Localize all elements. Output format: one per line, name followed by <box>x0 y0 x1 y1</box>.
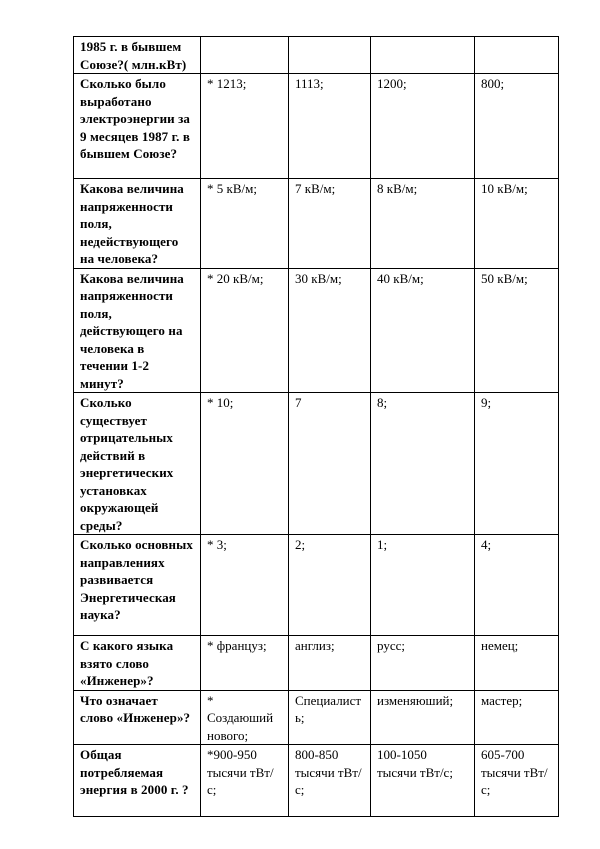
answer-cell-2: 30 кВ/м; <box>289 268 371 393</box>
table-row <box>74 179 559 269</box>
answer-cell-1: * 10; <box>201 393 289 535</box>
answer-cell-4: 4; <box>475 535 559 636</box>
answer-cell-1: * 20 кВ/м; <box>201 268 289 393</box>
answer-cell-4: 9; <box>475 393 559 535</box>
question-cell: Какова величина напряженности поля, действующего на человека в течении 1-2 минут? <box>74 268 201 393</box>
table-row <box>74 636 559 691</box>
question-cell: С какого языка взято слово «Инженер»? <box>74 636 201 691</box>
answer-cell-1: * 1213; <box>201 74 289 179</box>
answer-cell-4: 50 кВ/м; <box>475 268 559 393</box>
table-row <box>74 37 559 74</box>
quiz-table <box>73 36 559 817</box>
answer-cell-3: 1; <box>371 535 475 636</box>
answer-cell-2: 7 кВ/м; <box>289 179 371 269</box>
answer-cell-3: 40 кВ/м; <box>371 268 475 393</box>
question-cell: Сколько основных направлениях развивается Энергетическая наука? <box>74 535 201 636</box>
answer-cell-2: 1113; <box>289 74 371 179</box>
answer-cell-1: * Создаюший нового; <box>201 690 289 745</box>
answer-cell-1: * француз; <box>201 636 289 691</box>
answer-cell-4: 605-700 тысячи тВт/с; <box>475 745 559 817</box>
table-row <box>74 535 559 636</box>
table-row <box>74 393 559 535</box>
answer-cell-2: 7 <box>289 393 371 535</box>
table-row <box>74 690 559 745</box>
question-cell: Какова величина напряженности поля, недействующего на человека? <box>74 179 201 269</box>
answer-cell-3: 1200; <box>371 74 475 179</box>
table-row <box>74 74 559 179</box>
question-cell: Что означает слово «Инженер»? <box>74 690 201 745</box>
answer-cell-3 <box>371 37 475 74</box>
answer-cell-1: *900-950 тысячи тВт/с; <box>201 745 289 817</box>
answer-cell-2: англиз; <box>289 636 371 691</box>
answer-cell-2: Специалист ь; <box>289 690 371 745</box>
answer-cell-2 <box>289 37 371 74</box>
answer-cell-1: * 5 кВ/м; <box>201 179 289 269</box>
answer-cell-1: * 3; <box>201 535 289 636</box>
question-cell: Сколько было выработано электроэнергии за 9 месяцев 1987 г. в бывшем Союзе? <box>74 74 201 179</box>
answer-cell-3: 8; <box>371 393 475 535</box>
table-row <box>74 745 559 817</box>
answer-cell-4: немец; <box>475 636 559 691</box>
question-cell: 1985 г. в бывшем Союзе?( млн.кВт) <box>74 37 201 74</box>
answer-cell-2: 800-850 тысячи тВт/с; <box>289 745 371 817</box>
answer-cell-3: 100-1050 тысячи тВт/с; <box>371 745 475 817</box>
answer-cell-3: 8 кВ/м; <box>371 179 475 269</box>
answer-cell-4: 800; <box>475 74 559 179</box>
answer-cell-4: 10 кВ/м; <box>475 179 559 269</box>
table-row <box>74 268 559 393</box>
answer-cell-3: русс; <box>371 636 475 691</box>
quiz-table-body <box>74 37 559 817</box>
answer-cell-1 <box>201 37 289 74</box>
answer-cell-4 <box>475 37 559 74</box>
answer-cell-3: изменяюший; <box>371 690 475 745</box>
question-cell: Общая потребляемая энергия в 2000 г. ? <box>74 745 201 817</box>
answer-cell-4: мастер; <box>475 690 559 745</box>
answer-cell-2: 2; <box>289 535 371 636</box>
question-cell: Сколько существует отрицательных действий в энергетических установках окружающей среды? <box>74 393 201 535</box>
